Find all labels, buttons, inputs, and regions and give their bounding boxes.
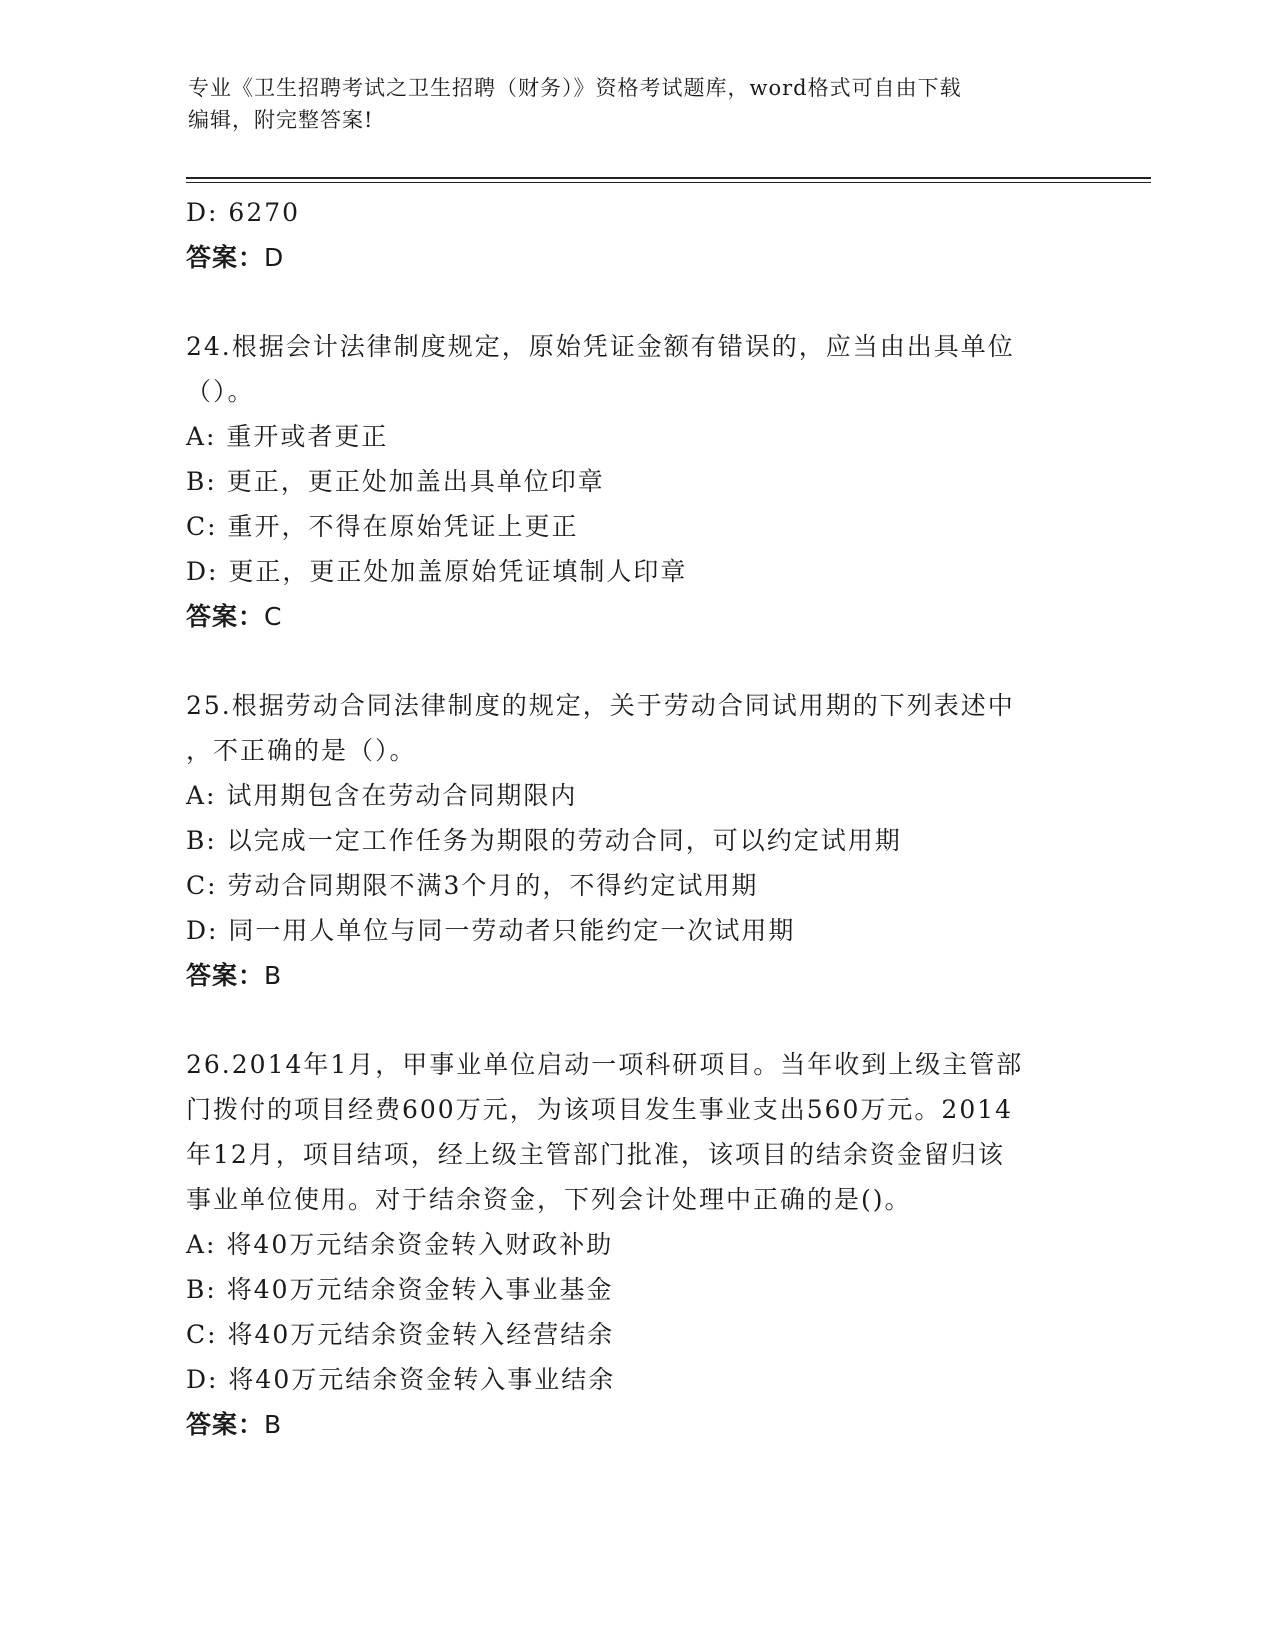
option-d: D: 同一用人单位与同一劳动者只能约定一次试用期 — [186, 916, 796, 945]
answer-line — [186, 953, 1086, 999]
option-a: A: 重开或者更正 — [186, 422, 389, 451]
question-text-line: 年12月，项目结项，经上级主管部门批准，该项目的结余资金留归该 — [186, 1140, 1005, 1169]
option-a: A: 将40万元结余资金转入财政补助 — [186, 1230, 614, 1259]
question-23-tail — [186, 190, 1086, 281]
header-title-line-1: 专业《卫生招聘考试之卫生招聘（财务）》资格考试题库，word格式可自由下载 — [188, 76, 962, 100]
option-d: D: 将40万元结余资金转入事业结余 — [186, 1365, 616, 1394]
option-b: B: 以完成一定工作任务为期限的劳动合同，可以约定试用期 — [186, 826, 902, 855]
header-divider-thin — [186, 182, 1151, 183]
question-text-line: 24.根据会计法律制度规定，原始凭证金额有错误的，应当由出具单位 — [186, 332, 1015, 361]
answer-line — [186, 235, 1086, 281]
option-b: B: 将40万元结余资金转入事业基金 — [186, 1275, 614, 1304]
answer-value: B — [264, 1410, 283, 1439]
header-divider-thick — [186, 177, 1151, 179]
question-text-line: 门拨付的项目经费600万元，为该项目发生事业支出560万元。2014 — [186, 1095, 1014, 1124]
question-text-line: 25.根据劳动合同法律制度的规定，关于劳动合同试用期的下列表述中 — [186, 691, 1015, 720]
option-c: C: 将40万元结余资金转入经营结余 — [186, 1320, 615, 1349]
option-c: C: 重开，不得在原始凭证上更正 — [186, 512, 579, 541]
question-26 — [186, 1042, 1086, 1448]
answer-line — [186, 1402, 1086, 1448]
document-header — [188, 72, 1088, 136]
document-body — [186, 190, 1086, 1448]
answer-label: 答案： — [186, 1410, 265, 1439]
question-text-line: 26.2014年1月，甲事业单位启动一项科研项目。当年收到上级主管部 — [186, 1050, 1024, 1079]
answer-label: 答案： — [186, 961, 265, 990]
answer-label: 答案： — [186, 243, 265, 272]
header-title-line-2: 编辑，附完整答案! — [188, 108, 374, 132]
answer-value: B — [264, 961, 283, 990]
question-24 — [186, 324, 1086, 640]
question-text-line: 事业单位使用。对于结余资金，下列会计处理中正确的是()。 — [186, 1185, 912, 1214]
option-a: A: 试用期包含在劳动合同期限内 — [186, 781, 578, 810]
option-d: D: 更正，更正处加盖原始凭证填制人印章 — [186, 557, 688, 586]
answer-line — [186, 594, 1086, 640]
question-text-line: （）。 — [186, 377, 255, 406]
answer-label: 答案： — [186, 602, 265, 631]
answer-value: D — [264, 243, 285, 272]
question-text-line: ，不正确的是（）。 — [186, 736, 417, 765]
option-b: B: 更正，更正处加盖出具单位印章 — [186, 467, 605, 496]
answer-value: C — [264, 602, 283, 631]
question-25 — [186, 683, 1086, 999]
option-d: D: 6270 — [186, 198, 301, 227]
option-c: C: 劳动合同期限不满3个月的，不得约定试用期 — [186, 871, 759, 900]
